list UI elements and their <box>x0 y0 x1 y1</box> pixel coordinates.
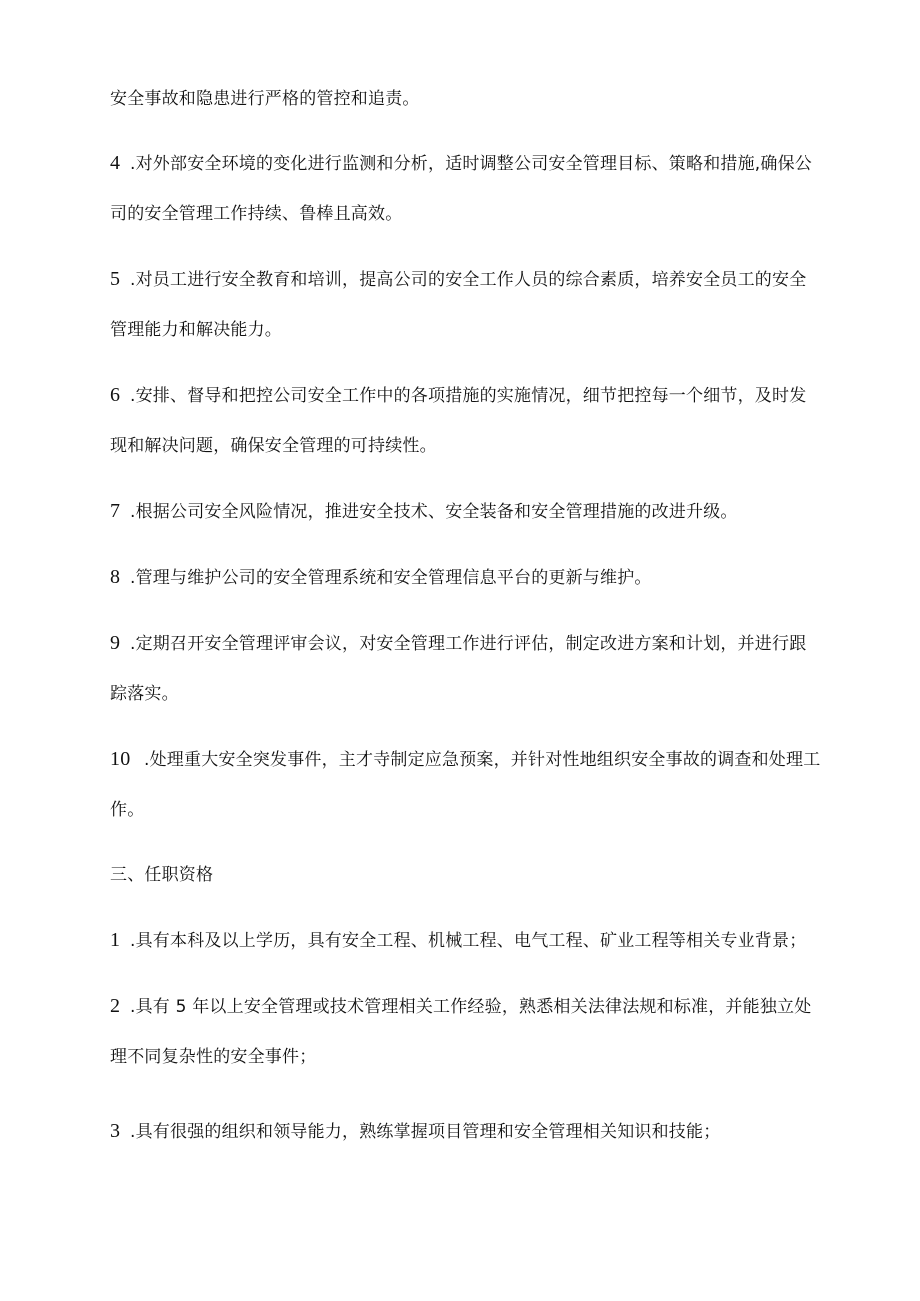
list-item-4 <box>110 152 830 175</box>
item-text: .管理与维护公司的安全管理系统和安全管理信息平台的更新与维护。 <box>130 568 652 588</box>
paragraph-line: 安全事故和隐患进行严格的管控和追责。 <box>110 89 420 109</box>
item-number: 1 <box>110 929 121 951</box>
item-text: .具有 5 年以上安全管理或技术管理相关工作经验，熟悉相关法律法规和标准，并能独立处 <box>130 997 812 1017</box>
item-number: 6 <box>110 384 121 406</box>
item-text: .具有本科及以上学历，具有安全工程、机械工程、电气工程、矿业工程等相关专业背景； <box>130 931 807 951</box>
item-number: 3 <box>110 1120 121 1142</box>
section-heading: 三、任职资格 <box>110 865 214 885</box>
item-number: 5 <box>110 268 121 290</box>
item-number: 9 <box>110 632 121 654</box>
item-number: 4 <box>110 152 121 174</box>
list-item-6 <box>110 384 830 407</box>
item-text: .对员工进行安全教育和培训，提高公司的安全工作人员的综合素质，培养安全员工的安全 <box>130 270 807 290</box>
item-number: 7 <box>110 500 121 522</box>
list-item-6-continuation: 现和解决问题，确保安全管理的可持续性。 <box>110 436 437 456</box>
item-text: .安排、督导和把控公司安全工作中的各项措施的实施情况，细节把控每一个细节，及时发 <box>130 386 807 406</box>
item-text: .处理重大安全突发事件，主才寺制定应急预案，并针对性地组织安全事故的调查和处理工 <box>144 750 821 770</box>
qualification-item-2-continuation: 理不同复杂性的安全事件； <box>110 1047 317 1067</box>
item-text: .根据公司安全风险情况，推进安全技术、安全装备和安全管理措施的改进升级。 <box>130 502 738 522</box>
list-item-9-continuation: 踪落实。 <box>110 684 179 704</box>
item-number: 8 <box>110 566 121 588</box>
list-item-7 <box>110 500 830 523</box>
qualification-item-2 <box>110 995 830 1018</box>
list-item-9 <box>110 632 830 655</box>
qualification-item-1 <box>110 929 830 952</box>
item-number: 2 <box>110 995 121 1017</box>
list-item-5 <box>110 268 830 291</box>
list-item-10 <box>110 748 830 771</box>
list-item-5-continuation: 管理能力和解决能力。 <box>110 320 282 340</box>
list-item-4-continuation: 司的安全管理工作持续、鲁棒且高效。 <box>110 204 403 224</box>
list-item-10-continuation: 作。 <box>110 800 145 820</box>
item-number: 10 <box>110 748 131 770</box>
item-text: .具有很强的组织和领导能力，熟练掌握项目管理和安全管理相关知识和技能； <box>130 1122 721 1142</box>
item-text: .对外部安全环境的变化进行监测和分析，适时调整公司安全管理目标、策略和措施,确保公 <box>130 154 813 174</box>
list-item-8 <box>110 566 830 589</box>
qualification-item-3 <box>110 1120 830 1143</box>
item-text: .定期召开安全管理评审会议，对安全管理工作进行评估，制定改进方案和计划，并进行跟 <box>130 634 807 654</box>
